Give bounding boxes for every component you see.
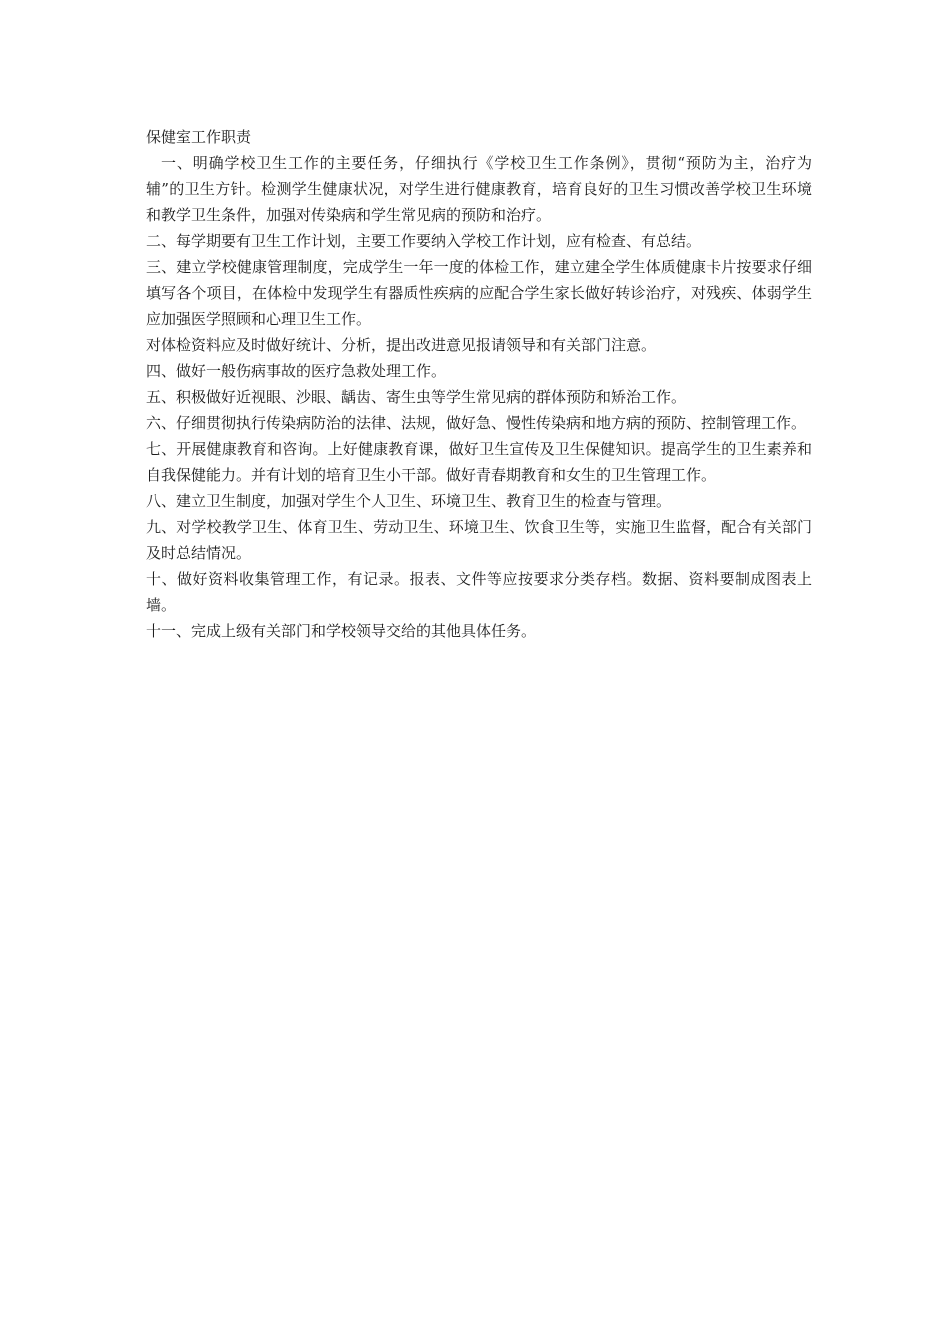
document-title: 保健室工作职责: [146, 128, 252, 146]
paragraph-4: 四、做好一般伤病事故的医疗急救处理工作。: [146, 362, 447, 380]
paragraph-3-continued: 对体检资料应及时做好统计、分析，提出改进意见报请领导和有关部门注意。: [146, 336, 657, 354]
document-body: [146, 124, 812, 644]
paragraph-6: 六、仔细贯彻执行传染病防治的法律、法规，做好急、慢性传染病和地方病的预防、控制管理工作。: [146, 414, 807, 432]
paragraph-1: 一、明确学校卫生工作的主要任务，仔细执行《学校卫生工作条例》，贯彻“预防为主，治疗为辅”的卫生方针。检测学生健康状况，对学生进行健康教育，培育良好的卫生习惯改善学校卫生环境和教学卫生条件，加强对传染病和学生常见病的预防和治疗。: [146, 154, 812, 224]
paragraph-10: 十、做好资料收集管理工作，有记录。报表、文件等应按要求分类存档。数据、资料要制成图表上墙。: [146, 570, 812, 614]
paragraph-11: 十一、完成上级有关部门和学校领导交给的其他具体任务。: [146, 622, 537, 640]
paragraph-7: 七、开展健康教育和咨询。上好健康教育课，做好卫生宣传及卫生保健知识。提高学生的卫生素养和自我保健能力。并有计划的培育卫生小干部。做好青春期教育和女生的卫生管理工作。: [146, 440, 812, 484]
paragraph-5: 五、积极做好近视眼、沙眼、龋齿、寄生虫等学生常见病的群体预防和矫治工作。: [146, 388, 687, 406]
paragraph-2: 二、每学期要有卫生工作计划，主要工作要纳入学校工作计划，应有检查、有总结。: [146, 232, 702, 250]
paragraph-3: 三、建立学校健康管理制度，完成学生一年一度的体检工作，建立建全学生体质健康卡片按要求仔细填写各个项目，在体检中发现学生有器质性疾病的应配合学生家长做好转诊治疗，对残疾、体弱学生应加强医学照顾和心理卫生工作。: [146, 258, 812, 328]
paragraph-9: 九、对学校教学卫生、体育卫生、劳动卫生、环境卫生、饮食卫生等，实施卫生监督，配合有关部门及时总结情况。: [146, 518, 812, 562]
paragraph-8: 八、建立卫生制度，加强对学生个人卫生、环境卫生、教育卫生的检查与管理。: [146, 492, 672, 510]
